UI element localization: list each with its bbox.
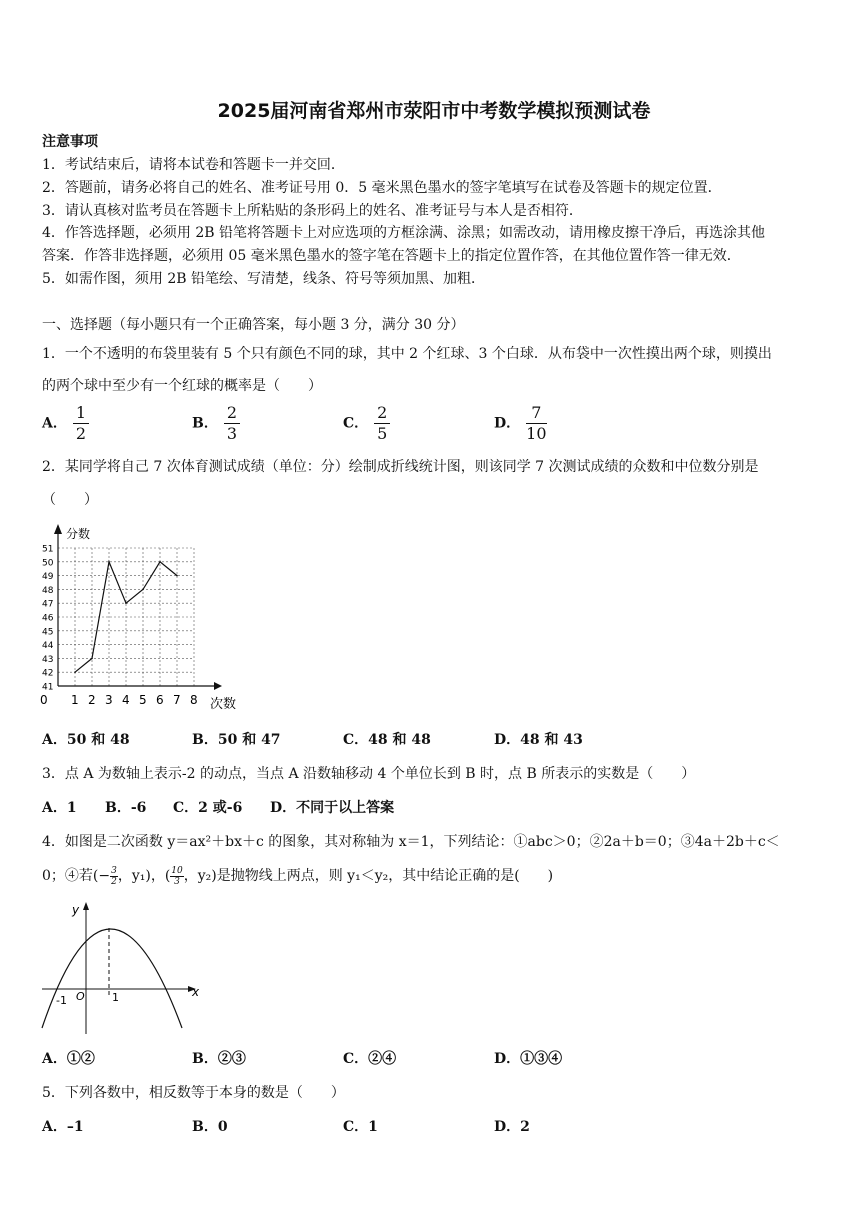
q2-option-a [42,729,130,749]
option-text: A．①② [42,1051,95,1067]
option-text: C．48 和 48 [343,732,431,748]
data-point [74,671,76,673]
q4-stem-line2 [42,865,553,887]
option-text: D．不同于以上答案 [270,800,395,816]
denominator: 5 [377,424,388,443]
q5-option-d [494,1116,530,1136]
y-tick-label: 41 [42,682,54,693]
fraction [110,866,118,887]
x-tick-label: 5 [139,693,147,707]
y-tick-labels [42,545,54,693]
option-text: C．2 或-6 [173,800,243,816]
data-point [142,589,144,591]
denominator: 2 [111,876,117,887]
q3-option-b [105,797,146,817]
q2-option-b [192,729,281,749]
one-label: 1 [112,991,119,1004]
notice-item: 4．作答选择题，必须用 2B 铅笔将答题卡上对应选项的方框涂满、涂黑；如需改动，请用橡皮擦干净后，再选涂其他 [42,225,765,241]
parabola-graph [36,898,206,1038]
q4-stem-line1: 4．如图是二次函数 y＝ax²＋bx＋c 的图象，其对称轴为 x＝1，下列结论：①abc＞0；②2a＋b＝0；③4a＋2b＋c＜ [42,834,780,850]
notice-item: 5．如需作图，须用 2B 铅笔绘、写清楚，线条、符号等须加黑、加粗． [42,271,486,287]
y-tick-label: 48 [42,585,54,596]
y-tick-label: 44 [42,641,54,652]
y-tick-label: 51 [42,544,54,555]
denominator: 10 [526,424,547,443]
notice-item: 答案．作答非选择题，必须用 05 毫米黑色墨水的签字笔在答题卡上的指定位置作答，在其他位置作答一律无效． [42,248,741,264]
q2-stem-line2: （ ） [42,492,98,508]
fraction [73,403,89,444]
y-tick-label: 50 [42,558,54,569]
denominator: 2 [75,424,87,443]
data-point [176,575,178,577]
x-tick-label: 6 [156,693,164,707]
notice-item: 2．答题前，请务必将自己的姓名、准考证号用 0．5 毫米黑色墨水的签字笔填写在试卷及答题卡的规定位置． [42,180,722,196]
option-text: B．50 和 47 [192,732,281,748]
q1-stem-line2: 的两个球中至少有一个红球的概率是（ ） [42,378,322,394]
q1-option-b [192,403,240,444]
y-tick-label: 49 [42,572,54,583]
q3-option-d [270,797,394,817]
q3-option-a [42,797,77,817]
q4-option-d [494,1048,562,1068]
option-label: C． [343,415,369,432]
y-axis-arrow [54,524,62,534]
stem-text: 0；④若(− [42,868,111,884]
x-tick-label: 0 [40,693,48,707]
q5-option-b [192,1116,228,1136]
data-point [91,658,93,660]
chart-grid [58,548,194,686]
numerator: 10 [171,865,183,876]
option-label: B． [192,415,218,432]
stem-text: ，y₁)，( [117,868,171,884]
option-text: A．50 和 48 [42,732,130,748]
q3-stem: 3．点 A 为数轴上表示-2 的动点，当点 A 沿数轴移动 4 个单位长到 B 时，点 B 所表示的实数是（ ） [42,766,696,782]
x-axis-arrow [214,682,222,690]
q2-stem-line1: 2．某同学将自己 7 次体育测试成绩（单位：分）绘制成折线统计图，则该同学 7 次测试成绩的众数和中位数分别是 [42,459,759,475]
numerator: 2 [374,403,390,424]
x-tick-label: 4 [122,693,130,707]
q4-option-b [192,1048,246,1068]
origin-label: O [76,990,85,1003]
notice-item: 3．请认真核对监考员在答题卡上所粘贴的条形码上的姓名、准考证号与本人是否相符． [42,203,583,219]
numerator: 2 [224,403,240,424]
option-text: C．1 [343,1119,378,1135]
q3-option-c [173,797,242,817]
option-text: A．–1 [42,1119,84,1135]
y-tick-label: 45 [42,627,54,638]
y-tick-label: 47 [42,599,54,610]
x-axis-label: 次数 [210,697,237,712]
neg-one-label: -1 [56,994,67,1007]
numerator: 7 [526,403,546,424]
x-tick-label: 1 [71,693,79,707]
fraction [526,403,546,444]
option-text: D．①③④ [494,1051,563,1067]
notice-item: 1．考试结束后，请将本试卷和答题卡一并交回． [42,157,345,173]
data-point [159,561,161,563]
y-axis-label: 分数 [66,527,91,541]
parabola-curve [42,929,182,1028]
option-text: B．0 [192,1119,228,1135]
x-tick-label: 8 [190,693,198,707]
q2-option-c [343,729,431,749]
x-tick-label: 2 [88,693,96,707]
option-label: A． [42,415,67,432]
q5-option-a [42,1116,84,1136]
y-axis-arrow [83,902,89,910]
q1-option-d [494,403,547,444]
option-text: D．2 [494,1119,530,1135]
option-text: D．48 和 43 [494,732,583,748]
q2-option-d [494,729,583,749]
option-text: B．-6 [105,800,147,816]
y-tick-label: 43 [42,654,54,665]
q4-option-c [343,1048,396,1068]
q1-option-a [42,403,89,444]
y-axis-label: y [72,903,80,917]
x-tick-labels [40,693,198,707]
fraction [224,403,240,444]
numerator: 1 [73,403,89,424]
q1-option-c [343,403,390,444]
x-tick-label: 3 [105,693,113,707]
section-heading: 一、选择题（每小题只有一个正确答案，每小题 3 分，满分 30 分） [42,317,465,333]
x-axis-label: x [192,985,200,999]
option-text: C．②④ [343,1051,397,1067]
fraction [170,866,183,887]
q5-option-c [343,1116,378,1136]
option-text: A．1 [42,800,77,816]
q1-stem-line1: 1．一个不透明的布袋里装有 5 个只有颜色不同的球，其中 2 个红球、3 个白球．从布袋中一次性摸出两个球，则摸出 [42,346,772,362]
data-point [108,561,110,563]
numerator: 3 [111,865,117,876]
y-tick-label: 42 [42,668,54,679]
denominator: 3 [174,876,180,887]
y-tick-label: 46 [42,613,54,624]
data-point [125,602,127,604]
option-label: D． [494,415,521,432]
stem-text: ，y₂)是抛物线上两点，则 y₁＜y₂，其中结论正确的是( ) [183,868,554,884]
fraction [374,403,390,444]
option-text: B．②③ [192,1051,246,1067]
notice-heading: 注意事项 [42,134,98,150]
denominator: 3 [226,424,238,443]
q5-stem: 5．下列各数中，相反数等于本身的数是（ ） [42,1085,345,1101]
page-title: 2025届河南省郑州市荥阳市中考数学模拟预测试卷 [217,100,651,122]
line-chart [38,518,248,718]
x-tick-label: 7 [173,693,181,707]
q4-option-a [42,1048,95,1068]
